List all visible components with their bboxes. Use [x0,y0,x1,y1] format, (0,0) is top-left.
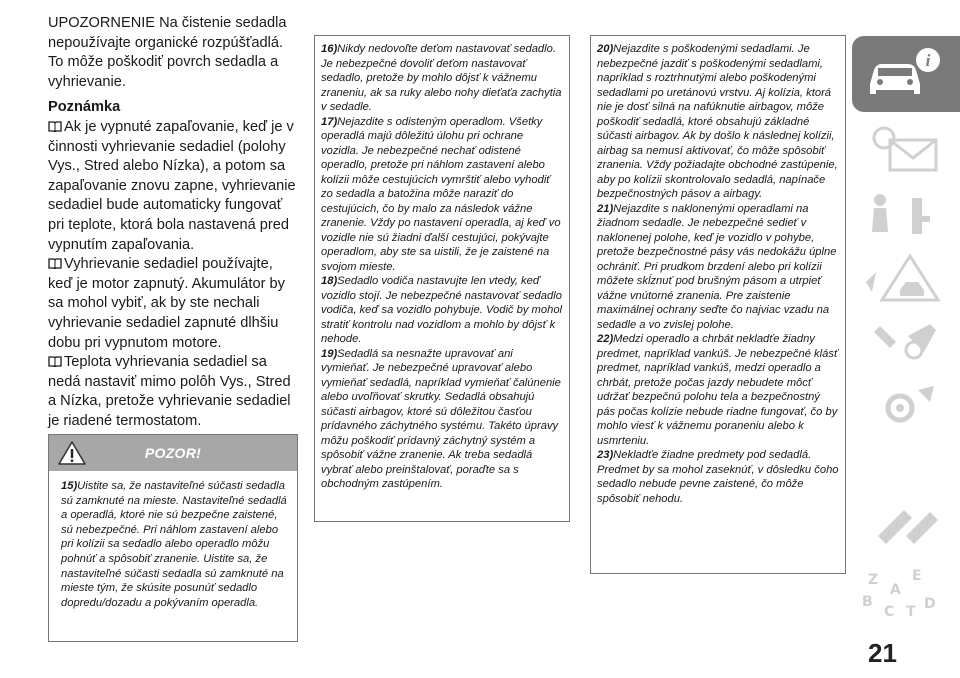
tab-car-info[interactable] [852,36,960,112]
wrench-service-icon[interactable] [860,316,952,370]
column-1 [48,14,298,431]
svg-text:B: B [862,594,873,610]
note-1: Ak je vypnuté zapaľovanie, keď je v činnosti vyhrievanie sedadiel (polohy Vys., Stred alebo Nízka), a potom sa zapaľovanie znovu zapne, vyhrievanie sedadiel bude automaticky fungovať pri teplote, ktorá bola nastavená pred vypnutím zapaľovania. [48,118,296,253]
list-item: 23)Nekladťe žiadne predmety pod sedadlá. Predmet by sa mohol zaseknúť, v dôsledku čoho sedadlo nebude pevne zaistené, čo môže spôsobiť nehodu. [597,449,839,505]
list-item: 18)Sedadlo vodiča nastavujte len vtedy, keď vozidlo stojí. Je nebezpečné nastavovať sedadlo vodiča, keď sa vozidlo pohybuje. Vodič by mohol stratiť kontrolu nad vozidlom a mohlo by dôjsť k nehode. [321,275,563,345]
list-item: 17)Nejazdite s odisteným operadlom. Všetky operadlá majú dôležitú úlohu pri ochrane vozidla. Je nebezpečné nechať odistené operadlo, pretože pri náhlom zastavení alebo kolízii môže cestujúcich vymrštiť alebo vyhodiť zo sedadla a batožina môže naraziť do cestujúcich, čo by malo za následok vážne zranenie. Vždy po nastavení operadla, aj keď vo vozidle nie sú žiadni ďalší cestujúci, pokývajte operadlom, aby ste sa uistili, že je zaistené na svojom mieste. [321,115,561,273]
book-icon [48,258,62,269]
column-2-warnings [314,36,570,522]
svg-text:C: C [884,604,895,620]
svg-text:E: E [912,568,922,584]
svg-text:A: A [890,582,901,598]
list-item: 21)Nejazdite s naklonenými operadlami na žiadnom sedadle. Je nebezpečné sedieť v naklonenej polohe, keď je vozidlo v pohybe, pretože bezpečnostné pásy vás nedokážu úplne ochrániť. Pri prudkom brzdení alebo pri kolízii môžete skĺznuť pod brušným pásom a utrpieť vážne vnútorné zranenia. Pre zaistenie maximálnej ochrany seďte čo najviac vzadu na sedadle a vo zvislej polohe. [597,202,837,331]
note-title: Poznámka [48,99,121,116]
warning-title: POZOR! [144,445,202,461]
warning-body [49,471,297,610]
list-item: 20)Nejazdite s poškodenými sedadlami. Je nebezpečné jazdiť s poškodenými sedadlami, napríklad s roztrhnutými alebo poškodenými sedadlami po uretánovú vrstvu. Aj kolízia, ktorá nie je dosť silná na nafúknutie airbagov, môže poškodiť sedadlá, ktoré obsahujú základné súčasti airbagov. Ak by došlo k následnej kolízii, airbag sa nemusí aktivovať, čo môže spôsobiť zranenia. Vždy požiadajte obchodné zastúpenie, aby po kolízii skontrolovalo sedadlá, napínače bezpečnostných pásov a airbagy. [597,43,838,200]
list-item: 22)Medzi operadlo a chrbát nekladťe žiadny predmet, napríklad vankúš. Je nebezpečné klásť predmet, napríklad vankúš, medzi operadlo a chrbát, pretože počas jazdy nebudete môcť udržať bezpečnú polohu tela a bezpečnostný pás počas kolízie nebude riadne fungovať, čo by mohlo viesť k vážnemu poraneniu alebo k usmrteniu. [597,333,838,447]
book-icon [48,356,62,367]
envelope-warning-icon[interactable] [860,124,952,178]
car-info-icon [862,44,952,104]
list-item: 19)Sedadlá sa nesnažte upravovať ani vymieňať. Je nebezpečné upravovať alebo vymieňať sedadlá, napríklad vymieňať čalúnenie alebo uvoľňovať skrutky. Sedadlá obsahujú súčasti airbagov, ktoré sú dôležitou časťou prídavného záchytného systému. Takéto úpravy môžu poškodiť prídavný záchytný systém a spôsobiť vážne zranenie. Ak treba sedadlá vybrať alebo preinštalovať, poraďte sa s obchodným zastúpením. [321,347,561,490]
item-number: 15) [61,480,78,492]
svg-text:Z: Z [868,572,879,588]
crash-warning-icon[interactable] [860,252,952,306]
book-icon [48,121,62,132]
list-item: 16)Nikdy nedovoľte deťom nastavovať sedadlo. Je nebezpečné dovoliť deťom nastavovať sedadlo, pretože by mohlo dôjsť k vážnemu zraneniu, ak sa ruky alebo nohy dieťaťa zachytia v sedadle. [321,43,562,113]
seatbelt-key-icon[interactable] [860,188,952,242]
gear-tools-icon[interactable] [860,380,952,434]
alphabet-index-icon[interactable] [860,566,952,620]
svg-text:D: D [924,596,936,612]
svg-text:T: T [906,604,916,620]
tools-icon[interactable] [860,500,952,554]
column-3-warnings [590,36,846,574]
svg-text:i: i [925,51,931,70]
item-text: Uistite sa, že nastaviteľné súčasti sedadla sú zamknuté na mieste. Nastaviteľné sedadlá a operadlá, ktoré nie sú bezpečne zaistené, sú nebezpečné. Pri náhlom zastavení alebo pri kolízii sa sedadlo alebo operadlo môžu pohnúť a spôsobiť zranenie. Uistite sa, že nastaviteľné súčasti sedadla sú zamknuté na mieste tým, že skúsite posunúť sedadlo dopredu/dozadu a pokývaním operadla. [61,480,287,609]
upozornenie-text: UPOZORNENIE Na čistenie sedadla nepoužívajte organické rozpúšťadlá. To môže poškodiť povrch sedadla a vyhrievanie. [48,15,287,90]
warning-box [48,434,298,642]
page-number: 21 [868,638,897,668]
warning-header [49,435,297,471]
note-2: Vyhrievanie sedadiel používajte, keď je motor zapnutý. Akumulátor by sa mohol vybiť, ak by ste nechali vyhrievanie sedadiel zapnuté dlhšiu dobu pri vypnutom motore. [48,256,285,351]
note-3: Teplota vyhrievania sedadiel sa nedá nastaviť mimo polôh Vys., Stred a Nízka, pretože vyhrievanie sedadiel je riadené termostatom. [48,354,291,429]
